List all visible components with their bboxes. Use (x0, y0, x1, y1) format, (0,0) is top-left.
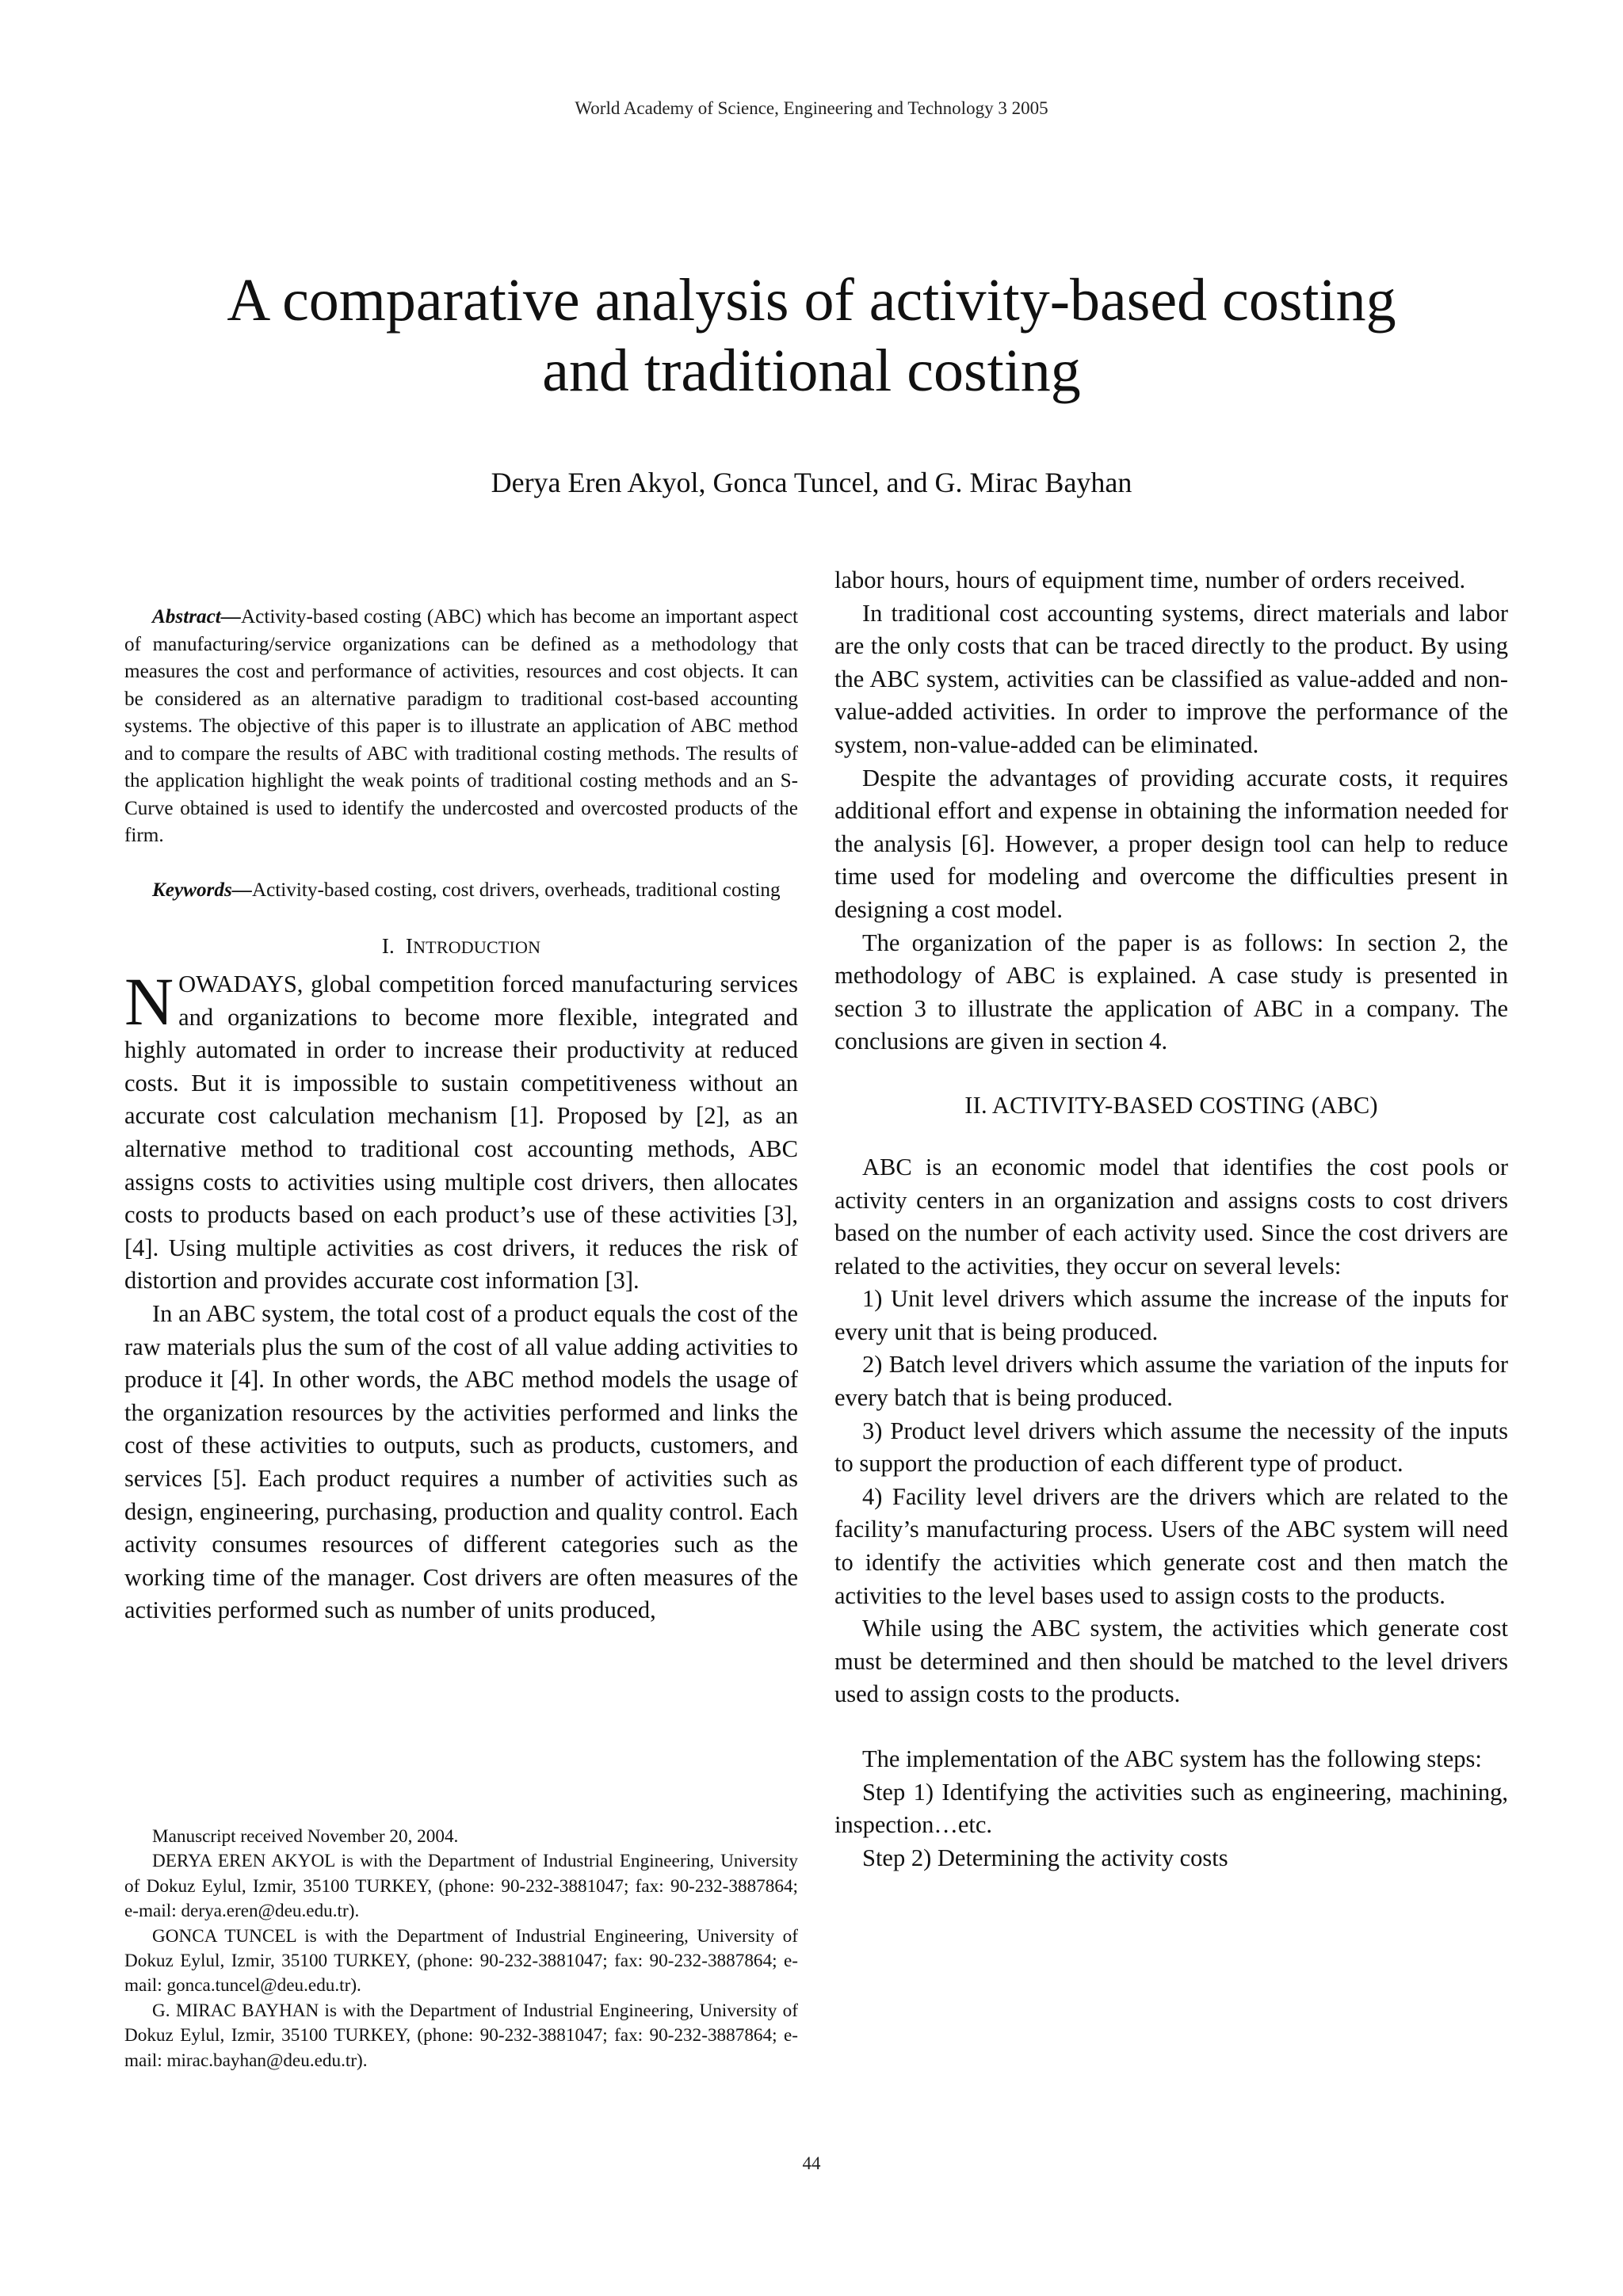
section-heading-abc: II. ACTIVITY-BASED COSTING (ABC) (964, 1091, 1378, 1119)
list-item-product-level: 3) Product level drivers which assume the necessity of the inputs to support the production of each different type of product. (834, 1417, 1508, 1478)
abstract-text: Activity-based costing (ABC) which has become an important aspect of manufacturing/service organizations can be defined as a methodology that measures the cost and performance of activities, resources and cost objects. It can be considered as an alternative paradigm to traditional cost-based accounting systems. The objective of this paper is to illustrate an application of ABC method and to compare the results of ABC with traditional costing methods. The results of the application highlight the weak points of traditional costing methods and an S-Curve obtained is used to identify the undercosted and overcosted products of the firm. (124, 606, 798, 846)
journal-header: World Academy of Science, Engineering and Technology 3 2005 (575, 98, 1048, 118)
title-line-1: A comparative analysis of activity-based costing (227, 267, 1396, 334)
dropcap: N (124, 963, 174, 1039)
author-list: Derya Eren Akyol, Gonca Tuncel, and G. Mirac Bayhan (491, 467, 1132, 498)
title-line-2: and traditional costing (542, 338, 1081, 404)
paragraph-traditional: In traditional cost accounting systems, direct materials and labor are the only costs that can be traced directly to the product. By using the ABC system, activities can be classified as value-added and non-value-added activities. In order to improve the performance of the system, non-value-added can be eliminated. (834, 599, 1508, 758)
footnote-received: Manuscript received November 20, 2004. (152, 1826, 459, 1847)
step-1: Step 1) Identifying the activities such as engineering, machining, inspection…etc. (834, 1778, 1508, 1839)
footnote-tuncel: GONCA TUNCEL is with the Department of Industrial Engineering, University of Dokuz Eylul, Izmir, 35100 TURKEY, (phone: 90-232-3881047; fax: 90-232-3887864; e-mail: gonca.tuncel@deu.edu.tr). (124, 1925, 798, 1997)
paragraph-organization: The organization of the paper is as follows: In section 2, the methodology of ABC is explained. A case study is presented in section 3 to illustrate the application of ABC in a company. The conclusions are given in section 4. (834, 929, 1508, 1055)
list-item-unit-level: 1) Unit level drivers which assume the increase of the inputs for every unit that is being produced. (834, 1285, 1508, 1345)
keywords (124, 877, 798, 905)
paragraph-despite: Despite the advantages of providing accurate costs, it requires additional effort and expense in obtaining the information needed for the analysis [6]. However, a proper design tool can help to reduce time used for modeling and overcome the difficulties present in designing a cost model. (834, 764, 1508, 923)
list-item-batch-level: 2) Batch level drivers which assume the variation of the inputs for every batch that is being produced. (834, 1351, 1508, 1412)
step-2: Step 2) Determining the activity costs (862, 1844, 1228, 1871)
paragraph-abc-model: ABC is an economic model that identifies the cost pools or activity centers in an organization and assigns costs to cost drivers based on the number of each activity used. Since the cost drivers are related to the activities, they occur on several levels: (834, 1153, 1508, 1280)
abstract (124, 604, 798, 850)
list-item-facility-level: 4) Facility level drivers are the drivers which are related to the facility’s manufacturing process. Users of the ABC system will need to identify the activities which generate cost and then match the activities to the level bases used to assign costs to the products. (834, 1482, 1508, 1609)
section-heading-introduction: I. INTRODUCTION (381, 934, 541, 958)
right-column (834, 564, 1508, 1875)
paragraph-while-using: While using the ABC system, the activities which generate cost must be determined and then should be matched to the level drivers used to assign costs to the products. (834, 1615, 1508, 1708)
abstract-label: Abstract— (152, 606, 241, 627)
paragraph-continuation: labor hours, hours of equipment time, number of orders received. (834, 566, 1466, 593)
intro-paragraph-1: NOWADAYS, global competition forced manufacturing services and organizations to become more flexible, integrated and highly automated in order to increase their productivity at reduced costs. But it is impossible to sustain competitiveness without an accurate cost calculation mechanism [1]. Proposed by [2], as an alternative method to traditional cost accounting methods, ABC assigns costs to activities using multiple cost drivers, then allocates costs to products based on each product’s use of these activities [3], [4]. Using multiple activities as cost drivers, it reduces the risk of distortion and provides accurate cost information [3]. (124, 963, 798, 1295)
paper-title (127, 265, 1496, 406)
intro-paragraph-2: In an ABC system, the total cost of a product equals the cost of the raw materials plus the sum of the cost of all value adding activities to produce it [4]. In other words, the ABC method models the usage of the organization resources by the activities performed and links the cost of these activities to outputs, such as products, customers, and services [5]. Each product requires a number of activities such as design, engineering, purchasing, production and quality control. Each activity consumes resources of different categories such as the working time of the manager. Cost drivers are often measures of the activities performed such as number of units produced, (124, 1299, 798, 1624)
spacer (834, 1711, 1508, 1743)
keywords-label: Keywords— (152, 879, 252, 901)
left-column (124, 564, 798, 1627)
paragraph-implementation: The implementation of the ABC system has the following steps: (862, 1745, 1482, 1772)
page-number: 44 (802, 2153, 821, 2173)
footnote-bayhan: G. MIRAC BAYHAN is with the Department of Industrial Engineering, University of Dokuz Eylul, Izmir, 35100 TURKEY, (phone: 90-232-3881047; fax: 90-232-3887864; e-mail: mirac.bayhan@deu.edu.tr). (124, 2000, 798, 2071)
footnotes (124, 1825, 798, 2073)
footnote-akyol: DERYA EREN AKYOL is with the Department of Industrial Engineering, University of Dokuz Eylul, Izmir, 35100 TURKEY, (phone: 90-232-3881047; fax: 90-232-3887864; e-mail: derya.eren@deu.edu.tr). (124, 1851, 798, 1922)
keywords-text: Activity-based costing, cost drivers, overheads, traditional costing (251, 879, 781, 901)
